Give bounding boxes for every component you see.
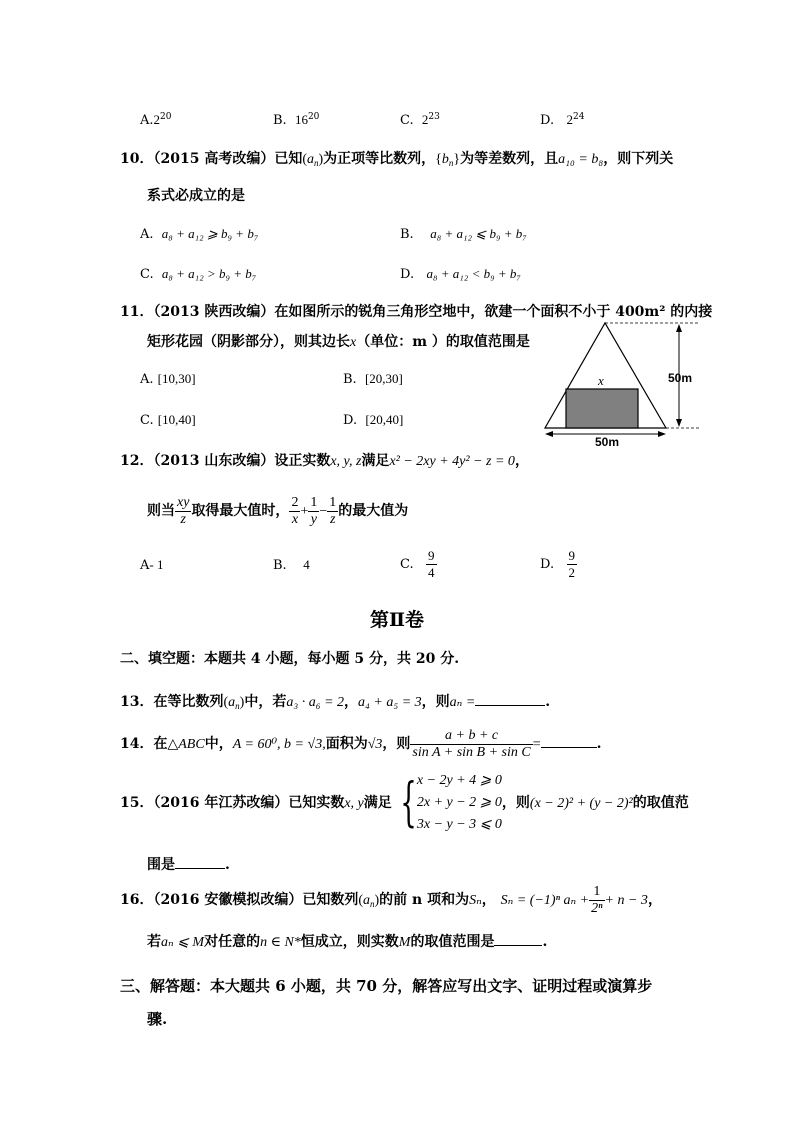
q10-option-b: B. a₈ + a₁₂ ⩽ b₉ + b₇ bbox=[400, 226, 527, 242]
figure-height-label: 50m bbox=[668, 371, 693, 385]
base-arrow-left bbox=[545, 431, 553, 437]
q10-option-c: C. a₈ + a₁₂ > b₉ + b₇ bbox=[140, 266, 257, 282]
q10-option-d: D. a₈ + a₁₂ < b₉ + b₇ bbox=[400, 266, 521, 282]
q9-option-d: D. $2^{24}$ bbox=[540, 112, 585, 128]
q9-option-a: $A.2^{20}$ bbox=[140, 112, 172, 128]
q12-option-d: D. $\frac{9}{2}$ bbox=[540, 548, 575, 580]
q13-answer-blank bbox=[475, 705, 545, 706]
q10-option-a: A. a₈ + a₁₂ ⩾ b₉ + b₇ bbox=[140, 226, 259, 242]
q11-option-c: C. [10,40] bbox=[140, 412, 196, 428]
q11-stem: 11．（2013 陕西改编）在如图所示的锐角三角形空地中，欲建一个面积不小于 400m² 的内接 bbox=[120, 304, 713, 320]
q11-stem-line2: 矩形花园（阴影部分），则其边长x（单位：m ）的取值范围是 bbox=[147, 334, 530, 350]
q15-stem: 15．（2016 年江苏改编）已知实数x, y满足 { x − 2y + 4 ⩾ 0 2x + y − 2 ⩾ 0 3x − y − 3 ⩽ 0 ，则(x − 2)² + (y − 2)²的取值范 bbox=[120, 773, 689, 833]
q10-stem-line2: 系式必成立的是 bbox=[147, 188, 245, 204]
q11-option-a: A. [10,30] bbox=[140, 371, 196, 387]
inscribed-rectangle bbox=[566, 389, 638, 428]
q15-brace: { bbox=[400, 773, 417, 833]
q15-answer-blank bbox=[175, 868, 225, 869]
q15-stem-line2: 围是 . bbox=[147, 857, 230, 873]
section3-heading: 三、解答题：本大题共 6 小题，共 70 分，解答应写出文字、证明过程或演算步 bbox=[120, 977, 653, 995]
base-arrow-right bbox=[658, 431, 666, 437]
q12-option-b: B. 4 bbox=[273, 557, 310, 573]
height-arrow-up bbox=[676, 324, 682, 332]
q10-stem: 10．（2015 高考改编）已知$(a_n)$为正项等比数列，$\{b_n\}$为等差数列，且a₁₀ = b₈，则下列关 bbox=[120, 151, 674, 168]
q12-option-a: A- 1 bbox=[140, 557, 164, 573]
height-arrow-down bbox=[676, 419, 682, 427]
q12-option-c: C. $\frac{9}{4}$ bbox=[400, 548, 435, 580]
q13-stem: 13．在等比数列$(a_n)$中，若a₃ · a₆ = 2，a₄ + a₅ = 3，则aₙ = . bbox=[120, 694, 551, 711]
section2-heading: 二、填空题：本题共 4 小题，每小题 5 分，共 20 分. bbox=[120, 651, 460, 667]
q16-stem: 16．（2016 安徽模拟改编）已知数列$(a_n)$的前 n 项和为Sₙ， Sₙ = (−1)ⁿ aₙ + $\frac{1}{\text{2ⁿ}}$ + n − 3， bbox=[120, 883, 662, 916]
q16-answer-blank bbox=[494, 945, 542, 946]
q12-stem: 12．（2013 山东改编）设正实数x, y, z满足x² − 2xy + 4y² − z = 0， bbox=[120, 453, 529, 469]
q11-option-d: D. [20,40] bbox=[343, 412, 404, 428]
q14-stem: 14．在△ABC中，A = 60⁰, b = √3,面积为√3，则 $\frac{a + b + c}{\text{sin A + sin B + sin C}}$ = . bbox=[120, 727, 602, 760]
section3-heading-line2: 骤. bbox=[147, 1010, 168, 1028]
q9-option-c: C. $2^{23}$ bbox=[400, 112, 440, 128]
q12-stem-line2: 则当 $\frac{xy}{z}$ 取得最大值时， $\frac{2}{x}$ + $\frac{1}{y}$ − $\frac{1}{z}$ 的最大值为 bbox=[147, 494, 409, 527]
q14-answer-blank bbox=[541, 747, 597, 748]
q16-stem-line2: 若aₙ ⩽ M对任意的n ∈ N*恒成立，则实数M的取值范围是 . bbox=[147, 934, 548, 950]
q11-option-b: B. [20,30] bbox=[343, 371, 403, 387]
part2-title: 第Ⅱ卷 bbox=[369, 609, 424, 631]
figure-base-label: 50m bbox=[595, 435, 620, 449]
q11-triangle-figure bbox=[535, 320, 705, 450]
q9-option-b: B. $16^{20}$ bbox=[273, 112, 320, 128]
figure-x-label: x bbox=[598, 373, 604, 388]
